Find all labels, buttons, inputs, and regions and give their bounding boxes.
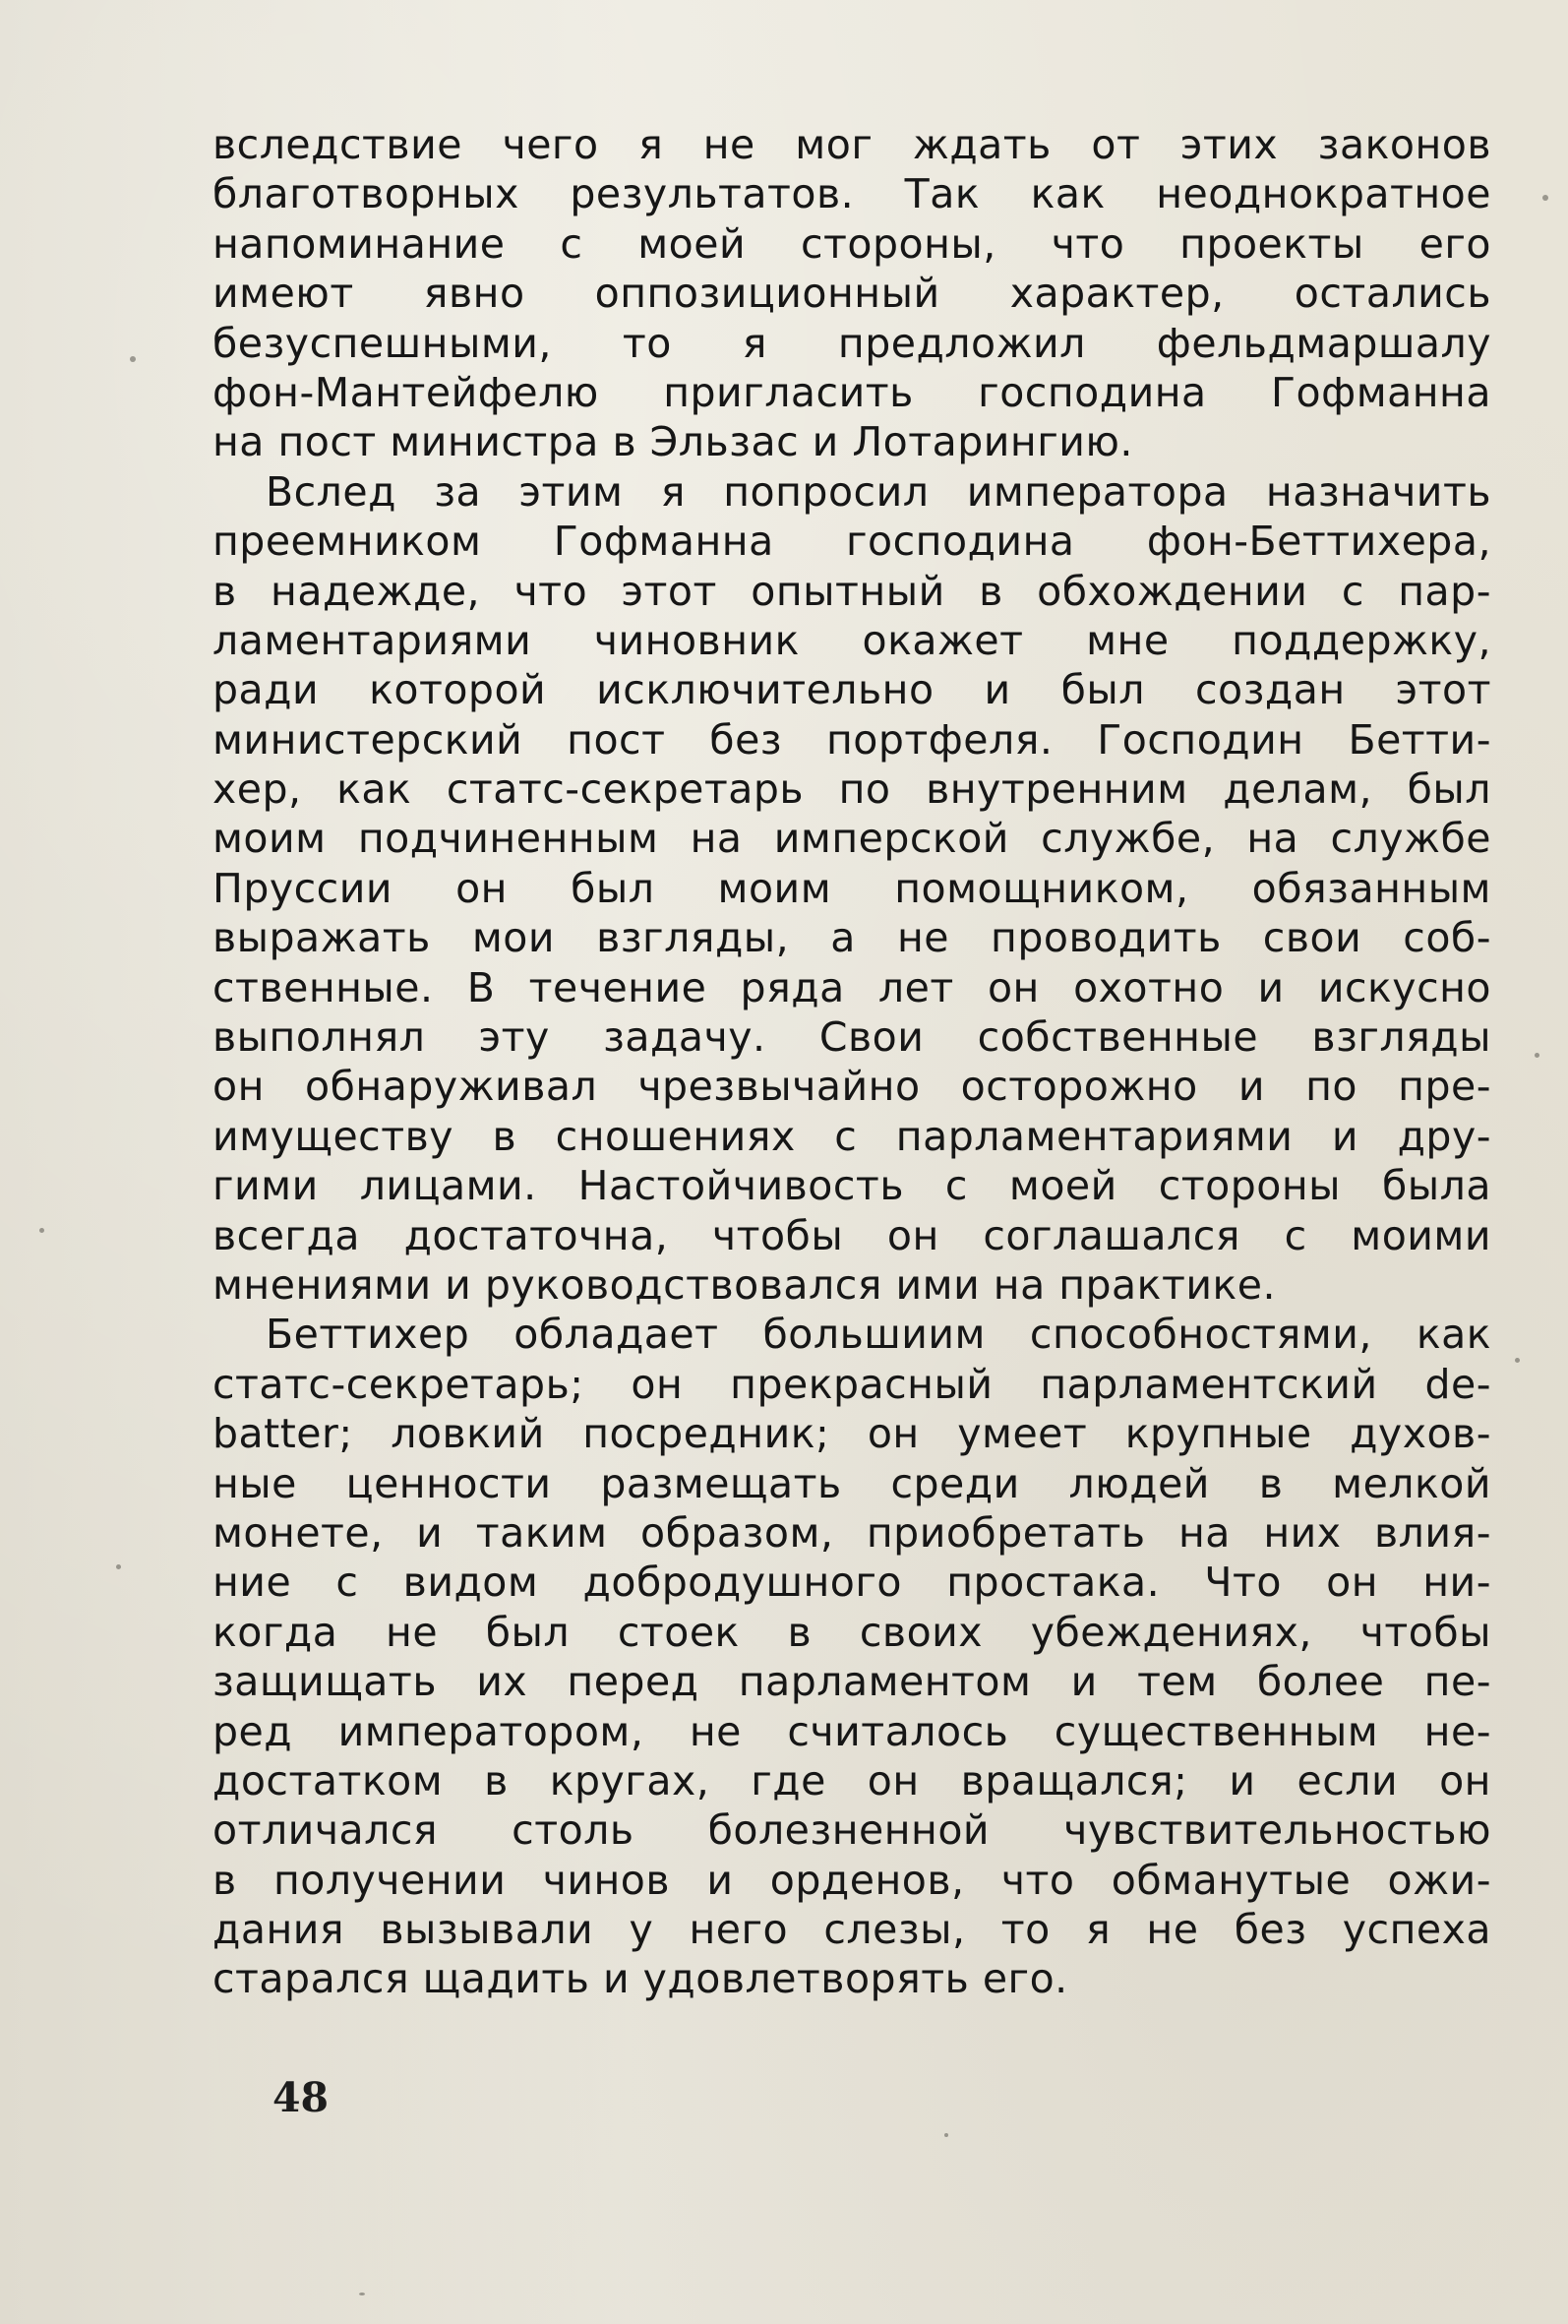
text-line: мнениями и руководствовался ими на практике. (212, 1260, 1276, 1309)
text-line: моим подчиненным на имперской службе, на службе (212, 815, 1491, 863)
print-speck (1542, 195, 1548, 201)
text-line: благотворных результатов. Так как неоднократное (212, 170, 1491, 218)
text-line: фон-Мантейфелю пригласить господина Гофманна (212, 368, 1491, 416)
text-line: монете, и таким образом, приобретать на них влия- (212, 1508, 1491, 1557)
text-line: в надежде, что этот опытный в обхождении с пар- (212, 567, 1491, 615)
text-line: Пруссии он был моим помощником, обязанным (212, 864, 1491, 912)
text-line: старался щадить и удовлетворять его. (212, 1955, 1068, 2003)
print-speck (130, 356, 136, 362)
text-line: Вслед за этим я попросил императора назначить (266, 467, 1491, 516)
text-line: министерский пост без портфеля. Господин Бетти- (212, 715, 1491, 764)
text-line: гими лицами. Настойчивость с моей стороны была (212, 1162, 1491, 1210)
text-line: выполнял эту задачу. Свои собственные взгляды (212, 1013, 1491, 1062)
print-speck (944, 2133, 948, 2137)
text-line: статс-секретарь; он прекрасный парламентский de- (212, 1360, 1491, 1408)
print-speck (116, 1564, 121, 1569)
print-speck (1535, 1053, 1539, 1058)
text-line: дания вызывали у него слезы, то я не без успеха (212, 1906, 1491, 1954)
text-line: защищать их перед парламентом и тем более пе- (212, 1658, 1491, 1706)
text-line: преемником Гофманна господина фон-Беттихера, (212, 518, 1491, 566)
text-line: имуществу в сношениях с парламентариями и дру- (212, 1112, 1491, 1160)
text-line: когда не был стоек в своих убеждениях, чтобы (212, 1608, 1491, 1656)
text-line: имеют явно оппозиционный характер, остались (212, 270, 1491, 318)
text-line: на пост министра в Эльзас и Лотарингию. (212, 418, 1133, 466)
text-line: всегда достаточна, чтобы он соглашался с моими (212, 1211, 1491, 1259)
text-line: в получении чинов и орденов, что обманутые ожи- (212, 1856, 1491, 1904)
text-line: напоминание с моей стороны, что проекты его (212, 219, 1491, 268)
text-line: ние с видом добродушного простака. Что он ни- (212, 1559, 1491, 1607)
text-line: отличался столь болезненной чувствительностью (212, 1806, 1491, 1855)
text-line: ламентариями чиновник окажет мне поддержку, (212, 616, 1491, 664)
text-line: он обнаруживал чрезвычайно осторожно и по пре- (212, 1063, 1491, 1111)
text-line: вследствие чего я не мог ждать от этих законов (212, 121, 1491, 168)
body-text (212, 120, 1491, 2004)
text-line: ственные. В течение ряда лет он охотно и искусно (212, 963, 1491, 1011)
page-number: 48 (272, 2074, 330, 2121)
print-speck (1515, 1358, 1520, 1363)
text-line: Беттихер обладает большиим способностями, как (266, 1311, 1491, 1359)
text-line: ред императором, не считалось существенным не- (212, 1707, 1491, 1755)
text-line: ради которой исключительно и был создан этот (212, 666, 1491, 714)
print-speck (39, 1228, 44, 1233)
text-line: выражать мои взгляды, а не проводить свои соб- (212, 914, 1491, 962)
text-line: достатком в кругах, где он вращался; и если он (212, 1756, 1491, 1804)
text-line: batter; ловкий посредник; он умеет крупные духов- (212, 1410, 1491, 1458)
text-line: ные ценности размещать среди людей в мелкой (212, 1459, 1491, 1507)
text-line: хер, как статс-секретарь по внутренним делам, был (212, 765, 1491, 814)
print-speck (359, 2293, 365, 2295)
text-line: безуспешными, то я предложил фельдмаршалу (212, 319, 1491, 367)
